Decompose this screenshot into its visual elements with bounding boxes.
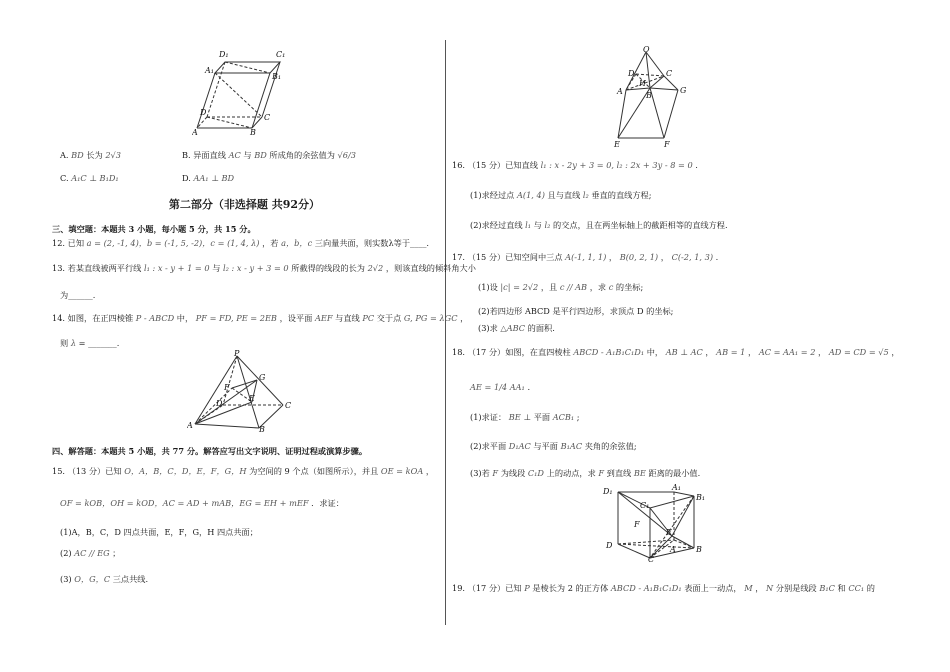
top-label-a: A bbox=[617, 87, 623, 96]
option-c: C. A₁C ⊥ B₁D₁ bbox=[60, 173, 119, 183]
fig1-label-d1: D₁ bbox=[219, 50, 229, 59]
pyramid-label-d: D bbox=[216, 399, 223, 408]
pyramid-figure bbox=[187, 350, 302, 432]
prism-label-d1: D₁ bbox=[603, 487, 613, 496]
question-14-cont: 则 λ = _______. bbox=[60, 338, 120, 348]
option-a: A. BD 长为 2√3 bbox=[60, 150, 121, 160]
pyramid-label-a: A bbox=[187, 421, 193, 430]
prism-label-a: A bbox=[670, 545, 676, 554]
solve-header: 四、解答题：本题共 5 小题，共 77 分。解答应写出文字说明、证明过程或演算步骤。 bbox=[52, 446, 368, 456]
question-15-part2: (2) AC // EG ； bbox=[60, 548, 121, 558]
question-16-part2: (2)求经过直线 l₁ 与 l₂ 的交点，且在两坐标轴上的截距相等的直线方程. bbox=[470, 220, 728, 230]
top-label-d: D bbox=[628, 69, 635, 78]
prism-label-c: C bbox=[648, 555, 655, 562]
prism-label-f: F bbox=[634, 520, 640, 529]
prism-label-d: D bbox=[606, 541, 613, 550]
option-d: D. AA₁ ⊥ BD bbox=[182, 173, 235, 183]
question-15-part3: (3) O，G，C 三点共线. bbox=[60, 574, 149, 584]
fig1-label-a: A bbox=[192, 128, 198, 135]
question-17-part2: (2)若四边形 ABCD 是平行四边形，求顶点 D 的坐标; bbox=[478, 306, 674, 316]
question-15-cont: OF = kOB，OH = kOD，AC = AD + mAB，EG = EH + mEF ．求证： bbox=[60, 498, 344, 508]
fill-in-header: 三、填空题：本题共 3 小题，每小题 5 分，共 15 分。 bbox=[52, 224, 256, 234]
question-13: 13. 若某直线被两平行线 l₁ : x - y + 1 = 0 与 l₂ : x - y + 3 = 0 所截得的线段的长为 2√2 ，则该直线的倾斜角大小 bbox=[52, 263, 476, 273]
pyramid-label-b: B bbox=[259, 425, 265, 432]
question-18-part2: (2)求平面 D₁AC 与平面 B₁AC 夹角的余弦值; bbox=[470, 441, 637, 451]
parallelepiped-figure bbox=[192, 45, 292, 135]
question-12: 12. 已知 a = (2, -1, 4)，b = (-1, 5, -2)，c = (1, 4, λ) ，若 a，b，c 三向量共面，则实数λ等于____. bbox=[52, 238, 430, 248]
question-15: 15. （13 分）已知 O，A，B，C，D，E，F，G，H 为空间的 9 个点（如图所示），并且 OE = kOA ， bbox=[52, 466, 435, 476]
question-17: 17. （15 分）已知空间中三点 A(-1, 1, 1) ， B(0, 2, 1) ， C(-2, 1, 3) . bbox=[452, 252, 719, 262]
prism-label-c1: C₁ bbox=[640, 501, 650, 510]
question-16: 16. （15 分）已知直线 l₁ : x - 2y + 3 = 0, l₂ : 2x + 3y - 8 = 0 . bbox=[452, 160, 698, 170]
option-b: B. 异面直线 AC 与 BD 所成角的余弦值为 √6/3 bbox=[182, 150, 356, 160]
fig1-label-b: B bbox=[250, 128, 256, 135]
top-label-g: G bbox=[680, 86, 687, 95]
prism-label-a1: A₁ bbox=[672, 483, 681, 492]
prism-label-b1: B₁ bbox=[696, 493, 706, 502]
prism-figure bbox=[600, 480, 708, 562]
top-label-e: E bbox=[614, 140, 620, 148]
question-18-part3: (3)若 F 为线段 C₁D 上的动点，求 F 到直线 BE 距离的最小值. bbox=[470, 468, 701, 478]
section2-title: 第二部分（非选择题 共92分） bbox=[168, 198, 321, 211]
prism-label-e: E bbox=[666, 528, 672, 537]
column-divider bbox=[445, 40, 446, 625]
fig1-label-d: D bbox=[200, 108, 207, 117]
pyramid-label-c: C bbox=[285, 401, 292, 410]
question-13-cont: 为______. bbox=[60, 290, 96, 300]
question-15-part1: (1)A，B，C，D 四点共面，E，F，G，H 四点共面； bbox=[60, 527, 258, 537]
pyramid-label-p: P bbox=[234, 350, 240, 358]
pyramid-label-f: F bbox=[224, 383, 230, 392]
question-19: 19. （17 分）已知 P 是棱长为 2 的正方体 ABCD - A₁B₁C₁D₁ 表面上一动点， M ， N 分别是线段 B₁C 和 CC₁ 的 bbox=[452, 583, 875, 593]
question-18: 18. （17 分）如图，在直四棱柱 ABCD - A₁B₁C₁D₁ 中， AB ⊥ AC ， AB = 1 ， AC = AA₁ = 2 ， AD = CD = √5 ， bbox=[452, 347, 900, 357]
top-label-o: O bbox=[643, 46, 650, 54]
left-column bbox=[52, 0, 476, 672]
question-18-part1: (1)求证： BE ⊥ 平面 ACB₁ ; bbox=[470, 412, 580, 422]
question-17-part1: (1)设 |c| = 2√2 ，且 c // AB ，求 c 的坐标; bbox=[478, 282, 644, 292]
top-label-h: H bbox=[639, 79, 646, 88]
solid-figure-top bbox=[612, 46, 692, 148]
pyramid-label-e: E bbox=[249, 394, 255, 403]
top-label-c: C bbox=[666, 69, 673, 78]
question-17-part3: (3)求 △ABC 的面积. bbox=[478, 323, 555, 333]
fig1-label-b1: B₁ bbox=[272, 72, 282, 81]
fig1-label-c1: C₁ bbox=[276, 50, 286, 59]
top-label-b: B bbox=[646, 91, 652, 100]
fig1-label-c: C bbox=[264, 113, 271, 122]
right-column bbox=[452, 0, 900, 672]
fig1-label-a1: A₁ bbox=[205, 66, 214, 75]
pyramid-label-g: G bbox=[259, 373, 266, 382]
question-18-cont: AE = 1/4 AA₁ . bbox=[470, 382, 531, 392]
top-label-f: F bbox=[664, 140, 670, 148]
question-16-part1: (1)求经过点 A(1, 4) 且与直线 l₂ 垂直的直线方程; bbox=[470, 190, 652, 200]
prism-label-b: B bbox=[696, 545, 702, 554]
question-14: 14. 如图，在正四棱锥 P - ABCD 中， PF = FD, PE = 2EB ，设平面 AEF 与直线 PC 交于点 G, PG = λGC ， bbox=[52, 313, 469, 323]
